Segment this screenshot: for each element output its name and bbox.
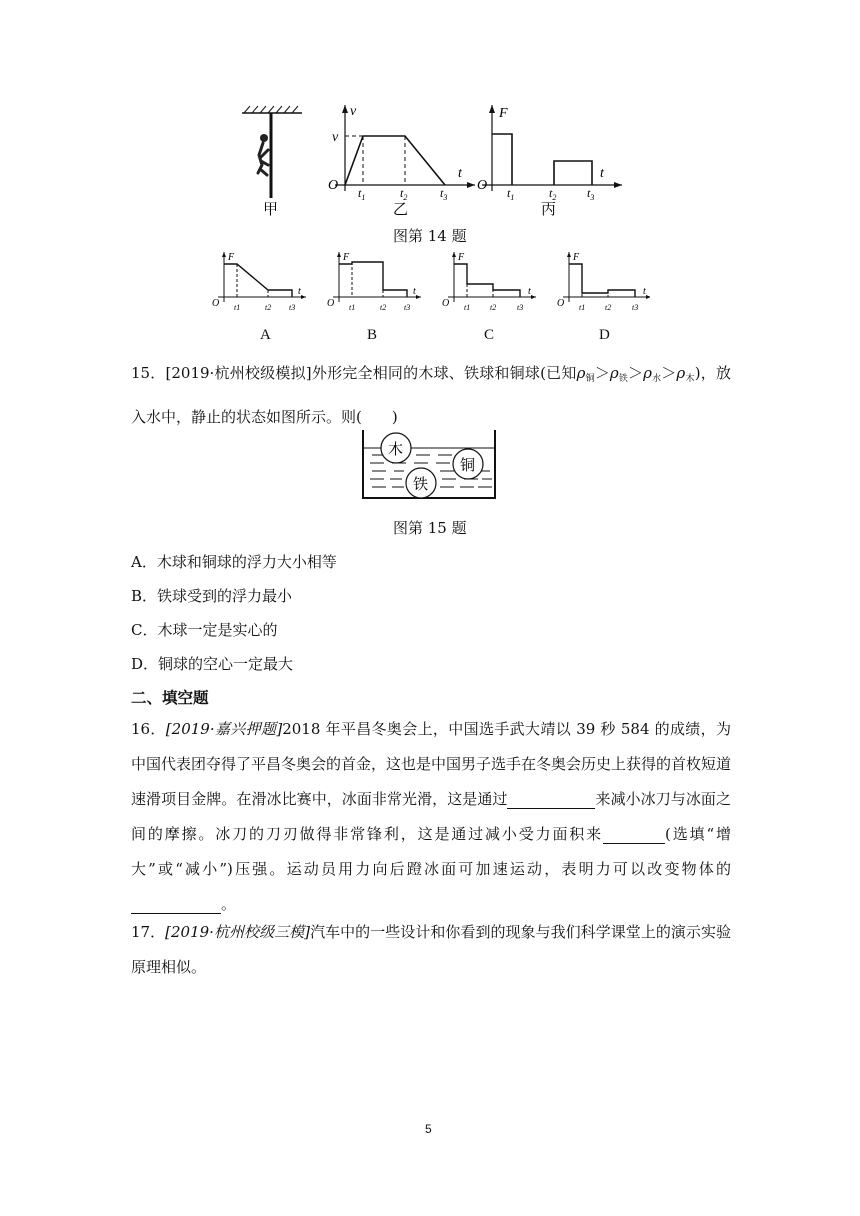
q16-blank-2[interactable]: [603, 825, 665, 844]
question-17: 17．[2019·杭州校级三模]汽车中的一些设计和你看到的现象与我们科学课堂上的演示实验原理相似。: [131, 923, 731, 976]
svg-text:t3: t3: [289, 303, 296, 312]
q15-option-c: C．木球一定是实心的: [131, 621, 278, 639]
svg-text:O: O: [557, 298, 565, 309]
svg-text:t2: t2: [380, 303, 387, 312]
svg-text:t3: t3: [632, 303, 639, 312]
q16-blank-1[interactable]: [507, 790, 595, 809]
svg-text:t2: t2: [605, 303, 612, 312]
svg-text:t: t: [643, 286, 646, 297]
page-number: 5: [425, 1122, 432, 1136]
wood-ball-label: 木: [388, 442, 404, 458]
svg-text:t: t: [528, 286, 531, 297]
figure-15-caption: 图第 15 题: [393, 519, 467, 537]
label-yi: 乙: [393, 202, 409, 218]
svg-text:t: t: [298, 286, 301, 297]
t1-label: $t_1$: [358, 186, 366, 202]
svg-text:t2: t2: [490, 303, 497, 312]
choice-c-label: C: [484, 327, 495, 343]
choice-b-graph: [327, 252, 421, 312]
choice-a-graph: [212, 252, 306, 312]
q15-source: [2019·杭州校级模拟]: [165, 364, 312, 382]
q15-option-d: D．铜球的空心一定最大: [131, 655, 294, 673]
figure-14-choices: [210, 250, 650, 320]
choice-b-label: B: [367, 327, 378, 343]
t3-label-2: $t_3$: [587, 186, 595, 202]
svg-text:O: O: [212, 298, 220, 309]
q17-source: [2019·杭州校级三模]: [165, 923, 311, 941]
climber-diagram: [242, 106, 302, 198]
svg-text:F: F: [343, 252, 350, 263]
svg-text:t3: t3: [517, 303, 524, 312]
choice-c-graph: [442, 252, 536, 312]
label-jia: 甲: [263, 202, 279, 218]
figure-14-caption: 图第 14 题: [393, 227, 467, 245]
force-time-graph: [477, 105, 622, 202]
t3-label: $t_3$: [440, 186, 448, 202]
label-bing: 丙: [541, 202, 557, 218]
svg-text:t3: t3: [404, 303, 411, 312]
question-15: 15．[2019·杭州校级模拟]外形完全相同的木球、铁球和铜球(已知$\rho_铜>\rho_铁>\rho_水>\rho_木$)，放入水中，静止的状态如图所示。则( ): [131, 364, 731, 426]
v-value-label: v: [332, 130, 339, 145]
choice-d-graph: [557, 252, 650, 312]
v-axis-label: v: [350, 104, 357, 119]
copper-ball-label: 铜: [460, 458, 476, 474]
question-16: 16．[2019·嘉兴押题]2018 年平昌冬奥会上，中国选手武大靖以 39 秒 584 的成绩，为中国代表团夺得了平昌冬奥会的首金，这也是中国男子选手在冬奥会历史上获得的首枚短道速滑项目金牌。在滑冰比赛中，冰面非常光滑，这是通过 来减小冰刀与冰面之间的摩擦。冰刀的刀刃做得非常锋利，这是通过减小受力面积来 (选填“增大”或“减小”)压强。运动员用力向后蹬冰面可加速运动，表明力可以改变物体的 。: [131, 720, 732, 913]
section-heading-fill-in: 二、填空题: [131, 688, 209, 707]
svg-text:F: F: [573, 252, 580, 263]
origin-label-2: O: [477, 178, 488, 193]
q16-blank-3[interactable]: [131, 895, 221, 914]
t2-label: $t_2$: [400, 186, 408, 202]
iron-ball-label: 铁: [413, 477, 429, 493]
svg-text:F: F: [228, 252, 235, 263]
svg-text:O: O: [327, 298, 335, 309]
q15-option-b: B．铁球受到的浮力最小: [131, 587, 293, 605]
svg-text:O: O: [442, 298, 450, 309]
q16-source: [2019·嘉兴押题]: [165, 720, 283, 738]
figure-15: [360, 428, 500, 503]
q15-option-a: A．木球和铜球的浮力大小相等: [131, 553, 337, 571]
origin-label: O: [328, 178, 339, 193]
t2-label-2: $t_2$: [549, 186, 557, 202]
figure-14-svg: [230, 95, 630, 225]
svg-text:t2: t2: [265, 303, 272, 312]
figure-14: [230, 95, 630, 225]
F-axis-label: F: [499, 106, 508, 121]
velocity-time-graph: [328, 104, 475, 202]
svg-text:t1: t1: [234, 303, 241, 312]
t1-label-2: $t_1$: [507, 186, 515, 202]
choice-d-label: D: [599, 327, 610, 343]
t-axis-label-2: t: [600, 166, 604, 181]
svg-text:t1: t1: [349, 303, 356, 312]
svg-text:t1: t1: [464, 303, 471, 312]
svg-text:t: t: [413, 286, 416, 297]
svg-text:t1: t1: [579, 303, 586, 312]
t-axis-label: t: [458, 166, 462, 181]
choice-a-label: A: [260, 327, 271, 343]
svg-text:F: F: [458, 252, 465, 263]
